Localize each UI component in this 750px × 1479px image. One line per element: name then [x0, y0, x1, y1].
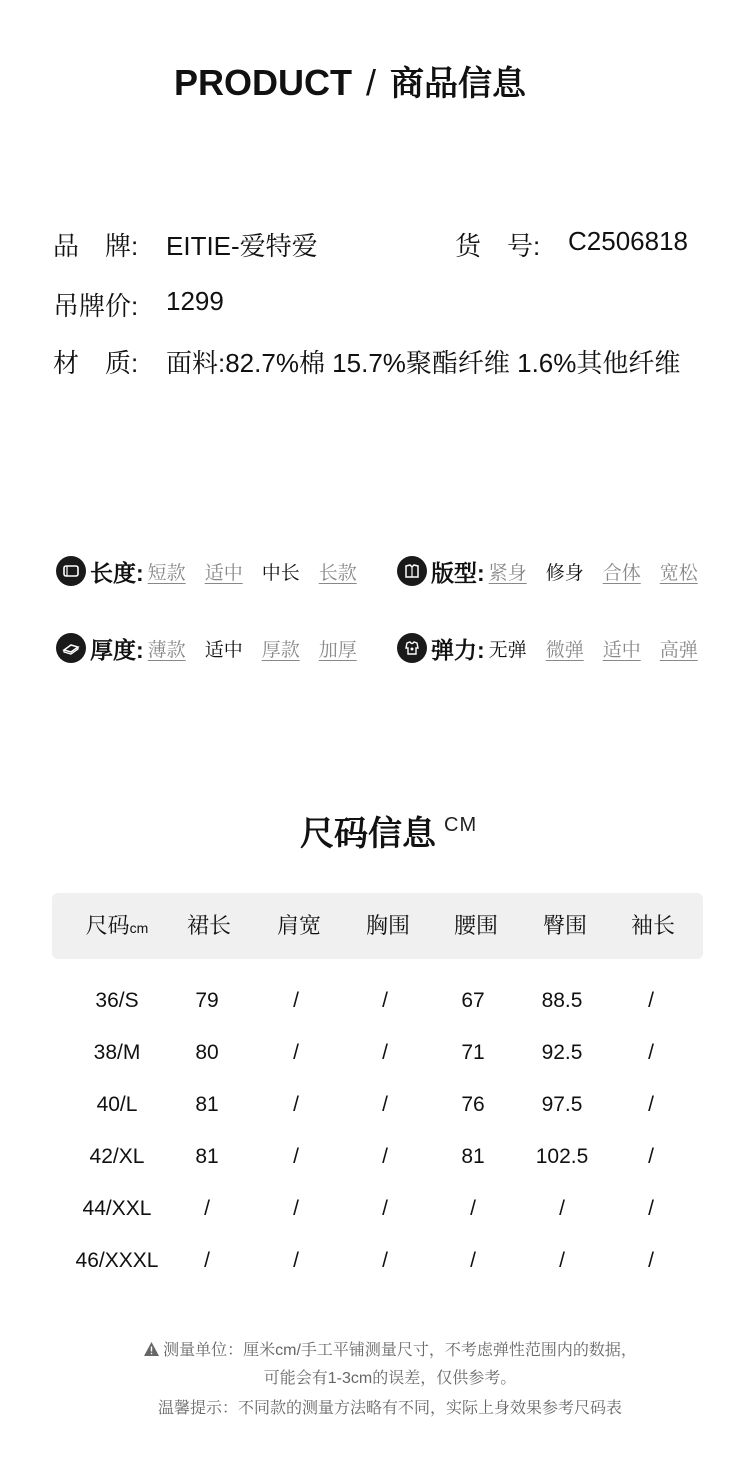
header-size-unit: cm [129, 920, 149, 936]
table-cell: 81 [195, 1145, 219, 1168]
note-line-1 [0, 1337, 750, 1362]
table-cell: / [470, 1197, 476, 1220]
table-cell: / [470, 1249, 476, 1272]
table-row-size: 40/L [96, 1093, 138, 1116]
note-line-3: 温馨提示：不同款的测量方法略有不同，实际上身效果参考尺码表 [157, 1400, 622, 1417]
table-header-size [72, 893, 162, 959]
length-icon [56, 556, 86, 586]
title-en: PRODUCT [173, 62, 352, 103]
table-cell: 81 [461, 1145, 485, 1168]
table-row-size: 36/S [95, 989, 139, 1012]
attr-length-label: 长度: [90, 559, 144, 586]
table-header-cell: 胸围 [365, 913, 410, 938]
attr-fit-opt: 合体 [602, 562, 641, 584]
page-title [0, 56, 700, 105]
elasticity-icon [397, 633, 427, 663]
table-header-cell: 裙长 [186, 913, 231, 938]
table-cell: / [382, 989, 388, 1012]
table-cell: 81 [195, 1093, 219, 1116]
table-cell: 88.5 [541, 989, 583, 1012]
table-cell: 76 [461, 1093, 485, 1116]
table-cell: / [382, 1197, 388, 1220]
table-cell: / [648, 1041, 654, 1064]
attr-elasticity-opt: 高弹 [659, 639, 698, 661]
table-cell: / [204, 1197, 210, 1220]
table-header-cell: 臀围 [542, 913, 587, 938]
note-measurement: 测量单位：厘米cm/手工平铺测量尺寸，不考虑弹性范围内的数据， [163, 1342, 637, 1359]
table-row-size: 44/XXL [82, 1197, 152, 1220]
table-cell: 79 [195, 989, 219, 1012]
attr-length-opt: 短款 [147, 562, 186, 584]
material-label: 材 质: [53, 348, 139, 378]
table-cell: 97.5 [541, 1093, 583, 1116]
attr-length-opt: 适中 [204, 562, 243, 584]
attr-thickness [56, 630, 357, 666]
table-cell: / [559, 1249, 565, 1272]
table-cell: / [293, 1249, 299, 1272]
table-cell: / [293, 1145, 299, 1168]
table-cell: 71 [461, 1041, 485, 1064]
table-cell: / [293, 1197, 299, 1220]
table-cell: / [648, 989, 654, 1012]
table-cell: 67 [461, 989, 485, 1012]
title-cn: 商品信息 [390, 65, 526, 103]
table-header-cell: 腰围 [453, 913, 498, 938]
price-label: 吊牌价: [53, 291, 139, 321]
table-cell: / [382, 1041, 388, 1064]
note-line-2: 可能会有1-3cm的误差，仅供参考。 [263, 1370, 517, 1387]
attr-length-opt: 长款 [318, 562, 357, 584]
sku-value: C2506818 [568, 226, 688, 256]
table-header-cell: 肩宽 [276, 913, 321, 938]
table-cell: / [293, 1041, 299, 1064]
fit-icon [397, 556, 427, 586]
table-cell: 102.5 [535, 1145, 589, 1168]
attr-thickness-opt: 加厚 [318, 639, 357, 661]
table-cell: / [382, 1249, 388, 1272]
table-cell: 80 [195, 1041, 219, 1064]
warning-icon [143, 1341, 160, 1362]
price-value: 1299 [166, 286, 224, 316]
attr-fit-opt: 宽松 [659, 562, 698, 584]
thickness-icon [56, 633, 86, 663]
attr-length-opt-selected: 中长 [261, 562, 300, 584]
table-cell: / [293, 1093, 299, 1116]
table-cell: / [204, 1249, 210, 1272]
table-row-size: 38/M [93, 1041, 141, 1064]
attr-thickness-opt: 厚款 [261, 639, 300, 661]
table-cell: / [648, 1197, 654, 1220]
size-section-title: 尺码信息 [300, 815, 436, 853]
table-cell: / [382, 1093, 388, 1116]
attr-fit-opt: 紧身 [488, 562, 527, 584]
material-value: 面料:82.7%棉 15.7%聚酯纤维 1.6%其他纤维 [166, 348, 681, 378]
table-cell: 92.5 [541, 1041, 583, 1064]
size-section-unit: CM [444, 814, 478, 836]
attr-fit-label: 版型: [431, 559, 485, 586]
title-separator: / [365, 62, 376, 103]
attr-thickness-opt-selected: 适中 [204, 639, 243, 661]
brand-label: 品 牌: [53, 231, 139, 261]
attr-elasticity-opt-selected: 无弹 [488, 639, 527, 661]
table-cell: / [648, 1249, 654, 1272]
attr-fit [397, 553, 698, 589]
attr-elasticity-label: 弹力: [431, 636, 485, 663]
attr-length [56, 553, 357, 589]
table-row-size: 46/XXXL [75, 1249, 159, 1272]
attr-thickness-opt: 薄款 [147, 639, 186, 661]
table-row-size: 42/XL [89, 1145, 145, 1168]
attr-elasticity [397, 630, 698, 666]
table-cell: / [293, 989, 299, 1012]
brand-value: EITIE-爱特爱 [166, 231, 318, 261]
attr-elasticity-opt: 微弹 [545, 639, 584, 661]
header-size-label: 尺码 [85, 913, 130, 938]
size-table-header [52, 893, 703, 959]
sku-label: 货 号: [455, 231, 541, 261]
attr-thickness-label: 厚度: [90, 636, 144, 663]
attr-elasticity-opt: 适中 [602, 639, 641, 661]
table-cell: / [559, 1197, 565, 1220]
table-cell: / [648, 1145, 654, 1168]
table-cell: / [382, 1145, 388, 1168]
attr-fit-opt-selected: 修身 [545, 562, 584, 584]
table-header-cell: 袖长 [630, 913, 675, 938]
table-cell: / [648, 1093, 654, 1116]
